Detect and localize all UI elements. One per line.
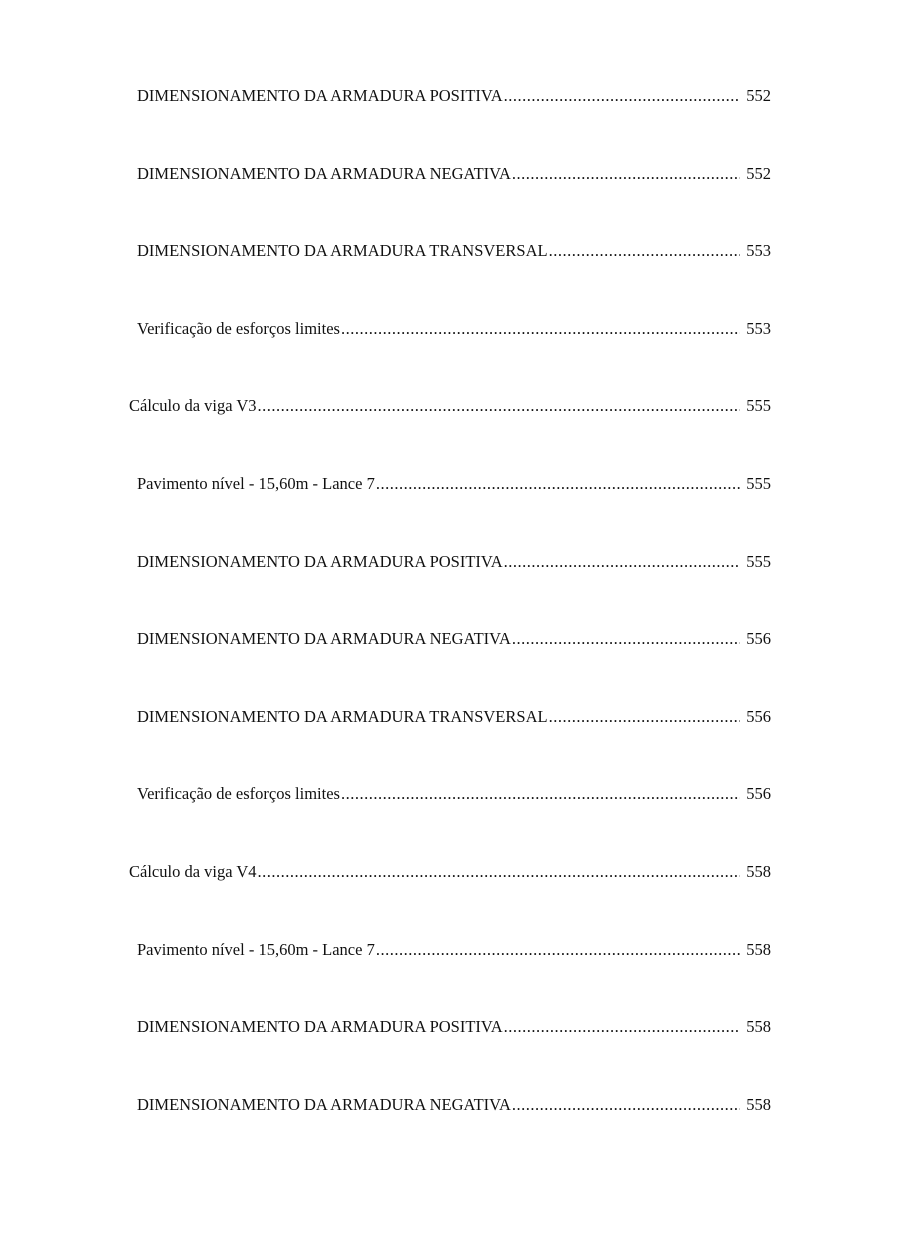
toc-entry[interactable] xyxy=(0,551,900,629)
toc-entry[interactable] xyxy=(0,473,900,551)
toc-dot-leader xyxy=(504,551,740,573)
toc-entry-title: Verificação de esforços limites xyxy=(137,318,340,338)
toc-entry-page: 553 xyxy=(746,318,771,338)
toc-dot-leader xyxy=(341,318,740,340)
toc-entry[interactable] xyxy=(0,1016,900,1094)
toc-entry[interactable] xyxy=(0,85,900,163)
toc-entry[interactable] xyxy=(0,395,900,473)
toc-entry-title: Cálculo da viga V4 xyxy=(129,861,257,881)
table-of-contents xyxy=(0,85,900,1171)
toc-dot-leader xyxy=(504,1016,740,1038)
toc-dot-leader xyxy=(512,1094,740,1116)
toc-entry[interactable] xyxy=(0,783,900,861)
toc-dot-leader xyxy=(258,395,740,417)
toc-entry-title: Pavimento nível - 15,60m - Lance 7 xyxy=(137,939,375,959)
toc-dot-leader xyxy=(376,939,740,961)
toc-entry-title: DIMENSIONAMENTO DA ARMADURA NEGATIVA xyxy=(137,163,511,183)
toc-dot-leader xyxy=(341,783,740,805)
toc-entry-page: 555 xyxy=(746,473,771,493)
toc-entry-title: DIMENSIONAMENTO DA ARMADURA TRANSVERSAL xyxy=(137,706,548,726)
toc-entry[interactable] xyxy=(0,1094,900,1172)
toc-entry-title: DIMENSIONAMENTO DA ARMADURA TRANSVERSAL xyxy=(137,241,548,261)
toc-dot-leader xyxy=(258,861,740,883)
toc-entry-page: 555 xyxy=(746,396,771,416)
toc-entry[interactable] xyxy=(0,706,900,784)
toc-entry[interactable] xyxy=(0,318,900,396)
toc-dot-leader xyxy=(504,85,740,107)
toc-entry-title: DIMENSIONAMENTO DA ARMADURA POSITIVA xyxy=(137,1017,503,1037)
toc-entry-page: 558 xyxy=(746,939,771,959)
toc-entry[interactable] xyxy=(0,939,900,1017)
toc-entry-title: Verificação de esforços limites xyxy=(137,784,340,804)
toc-entry-page: 555 xyxy=(746,551,771,571)
toc-entry[interactable] xyxy=(0,628,900,706)
toc-entry-title: Pavimento nível - 15,60m - Lance 7 xyxy=(137,473,375,493)
toc-entry-title: DIMENSIONAMENTO DA ARMADURA NEGATIVA xyxy=(137,1094,511,1114)
toc-entry-page: 558 xyxy=(746,1017,771,1037)
toc-dot-leader xyxy=(512,628,740,650)
toc-dot-leader xyxy=(376,473,740,495)
toc-dot-leader xyxy=(549,706,740,728)
toc-entry[interactable] xyxy=(0,163,900,241)
toc-entry-page: 558 xyxy=(746,1094,771,1114)
toc-entry-page: 558 xyxy=(746,861,771,881)
toc-entry-page: 553 xyxy=(746,241,771,261)
toc-entry-title: Cálculo da viga V3 xyxy=(129,396,257,416)
toc-entry-page: 552 xyxy=(746,163,771,183)
toc-entry-page: 556 xyxy=(746,629,771,649)
toc-entry-title: DIMENSIONAMENTO DA ARMADURA POSITIVA xyxy=(137,86,503,105)
toc-entry-title: DIMENSIONAMENTO DA ARMADURA NEGATIVA xyxy=(137,629,511,649)
toc-entry-title: DIMENSIONAMENTO DA ARMADURA POSITIVA xyxy=(137,551,503,571)
toc-entry-page: 556 xyxy=(746,784,771,804)
toc-entry-page: 556 xyxy=(746,706,771,726)
toc-entry[interactable] xyxy=(0,861,900,939)
toc-dot-leader xyxy=(512,163,740,185)
toc-dot-leader xyxy=(549,240,740,262)
toc-entry-page: 552 xyxy=(746,86,771,105)
toc-entry[interactable] xyxy=(0,240,900,318)
